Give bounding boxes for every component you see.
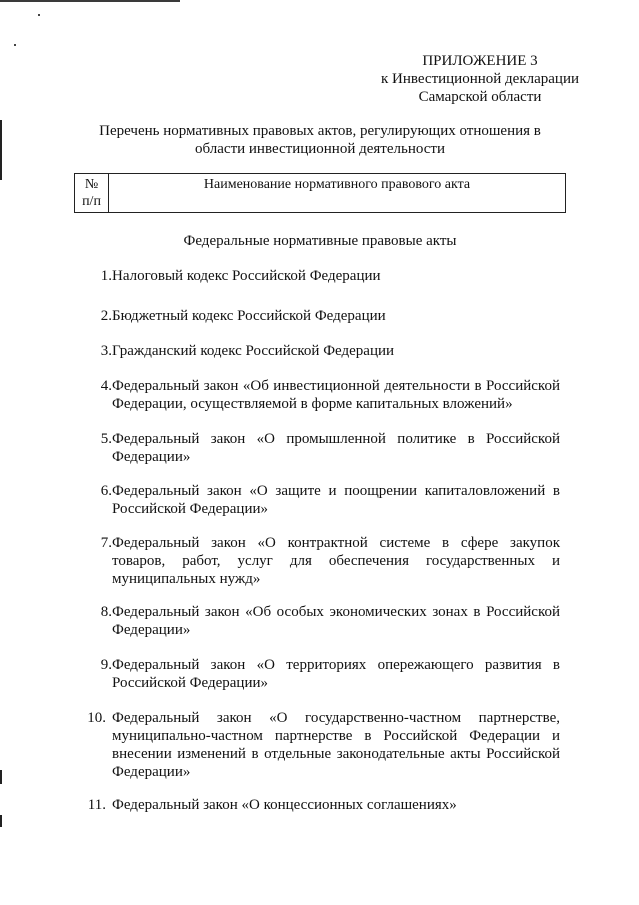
item-line: Федеральный закон «О защите и поощрении капиталовложений в: [112, 483, 560, 499]
list-item: [80, 656, 562, 691]
item-line: Российской Федерации»: [112, 501, 269, 517]
item-line: муниципальных нужд»: [112, 571, 261, 587]
appendix-region: Самарской области: [418, 89, 542, 105]
item-text: [112, 342, 560, 360]
item-line: Федеральный закон «О государственно-частном партнерстве,: [112, 710, 560, 726]
list-item: [78, 709, 560, 780]
appendix-title: ПРИЛОЖЕНИЕ 3: [422, 53, 538, 69]
item-number: 5.: [100, 431, 112, 447]
scan-edge-mark: [0, 815, 2, 827]
list-item: [80, 534, 562, 587]
section-title: Федеральные нормативные правовые акты: [183, 233, 457, 249]
scan-speck: [38, 14, 40, 16]
item-text: [112, 709, 560, 781]
list-item: [80, 267, 562, 285]
item-text: [112, 482, 560, 518]
scan-edge-mark: [0, 770, 2, 784]
number-sign: №: [84, 177, 99, 192]
item-line: Федеральный закон «Об инвестиционной деятельности в Российской: [112, 378, 560, 394]
item-line: Федеральный закон «О концессионных соглашениях»: [112, 797, 457, 813]
list-item: [80, 307, 562, 325]
item-number: 1.: [100, 268, 112, 284]
item-line: Федерации, осуществляемой в форме капитальных вложений»: [112, 396, 513, 412]
header-table: [74, 173, 566, 213]
item-line: муниципально-частном партнерстве в Российской Федерации и: [112, 728, 560, 744]
item-number: 4.: [100, 378, 112, 394]
item-line: Федеральный закон «О контрактной системе в сфере закупок: [112, 535, 560, 551]
appendix-reference: к Инвестиционной декларации: [380, 71, 579, 87]
item-number: 7.: [100, 535, 112, 551]
item-text: [112, 307, 560, 325]
item-number: 8.: [100, 604, 112, 620]
item-number: 3.: [100, 343, 112, 359]
item-line: Федерации»: [112, 449, 191, 465]
item-line: Бюджетный кодекс Российской Федерации: [112, 308, 386, 324]
list-item: [80, 603, 562, 638]
scan-speck: [14, 44, 16, 46]
scan-border-line: [0, 0, 180, 2]
number-column-header: [75, 174, 109, 212]
item-line: Федеральный закон «О территориях опережающего развития в: [112, 657, 560, 673]
item-text: [112, 377, 560, 413]
item-line: Федеральный закон «Об особых экономических зонах в Российской: [112, 604, 560, 620]
item-line: Федерации»: [112, 764, 191, 780]
document-title-line: Перечень нормативных правовых актов, регулирующих отношения в: [99, 123, 541, 139]
item-number: 2.: [100, 308, 112, 324]
item-text: [112, 430, 560, 466]
list-item: [80, 377, 562, 412]
item-line: Гражданский кодекс Российской Федерации: [112, 343, 395, 359]
list-item: [80, 482, 562, 517]
item-number: 11.: [87, 797, 106, 813]
item-line: товаров, работ, услуг для обеспечения государственных и: [112, 553, 560, 569]
item-number: 9.: [100, 657, 112, 673]
item-text: [112, 534, 560, 588]
scan-edge-mark: [0, 120, 2, 180]
item-line: Российской Федерации»: [112, 675, 269, 691]
item-line: Федеральный закон «О промышленной политике в Российской: [112, 431, 560, 447]
item-text: [112, 267, 560, 285]
item-line: внесении изменений в отдельные законодательные акты Российской: [112, 746, 560, 762]
list-item: [78, 796, 560, 814]
item-text: [112, 603, 560, 639]
item-line: Федерации»: [112, 622, 191, 638]
list-item: [80, 430, 562, 465]
item-text: [112, 656, 560, 692]
name-column-header: Наименование нормативного правового акта: [203, 177, 471, 192]
item-number: 10.: [87, 710, 106, 726]
item-line: Налоговый кодекс Российской Федерации: [112, 268, 381, 284]
document-title-line: области инвестиционной деятельности: [195, 141, 445, 157]
list-item: [80, 342, 562, 360]
item-number: 6.: [100, 483, 112, 499]
number-abbrev: п/п: [82, 194, 101, 209]
item-text: [112, 796, 560, 814]
document-title: [80, 122, 560, 158]
